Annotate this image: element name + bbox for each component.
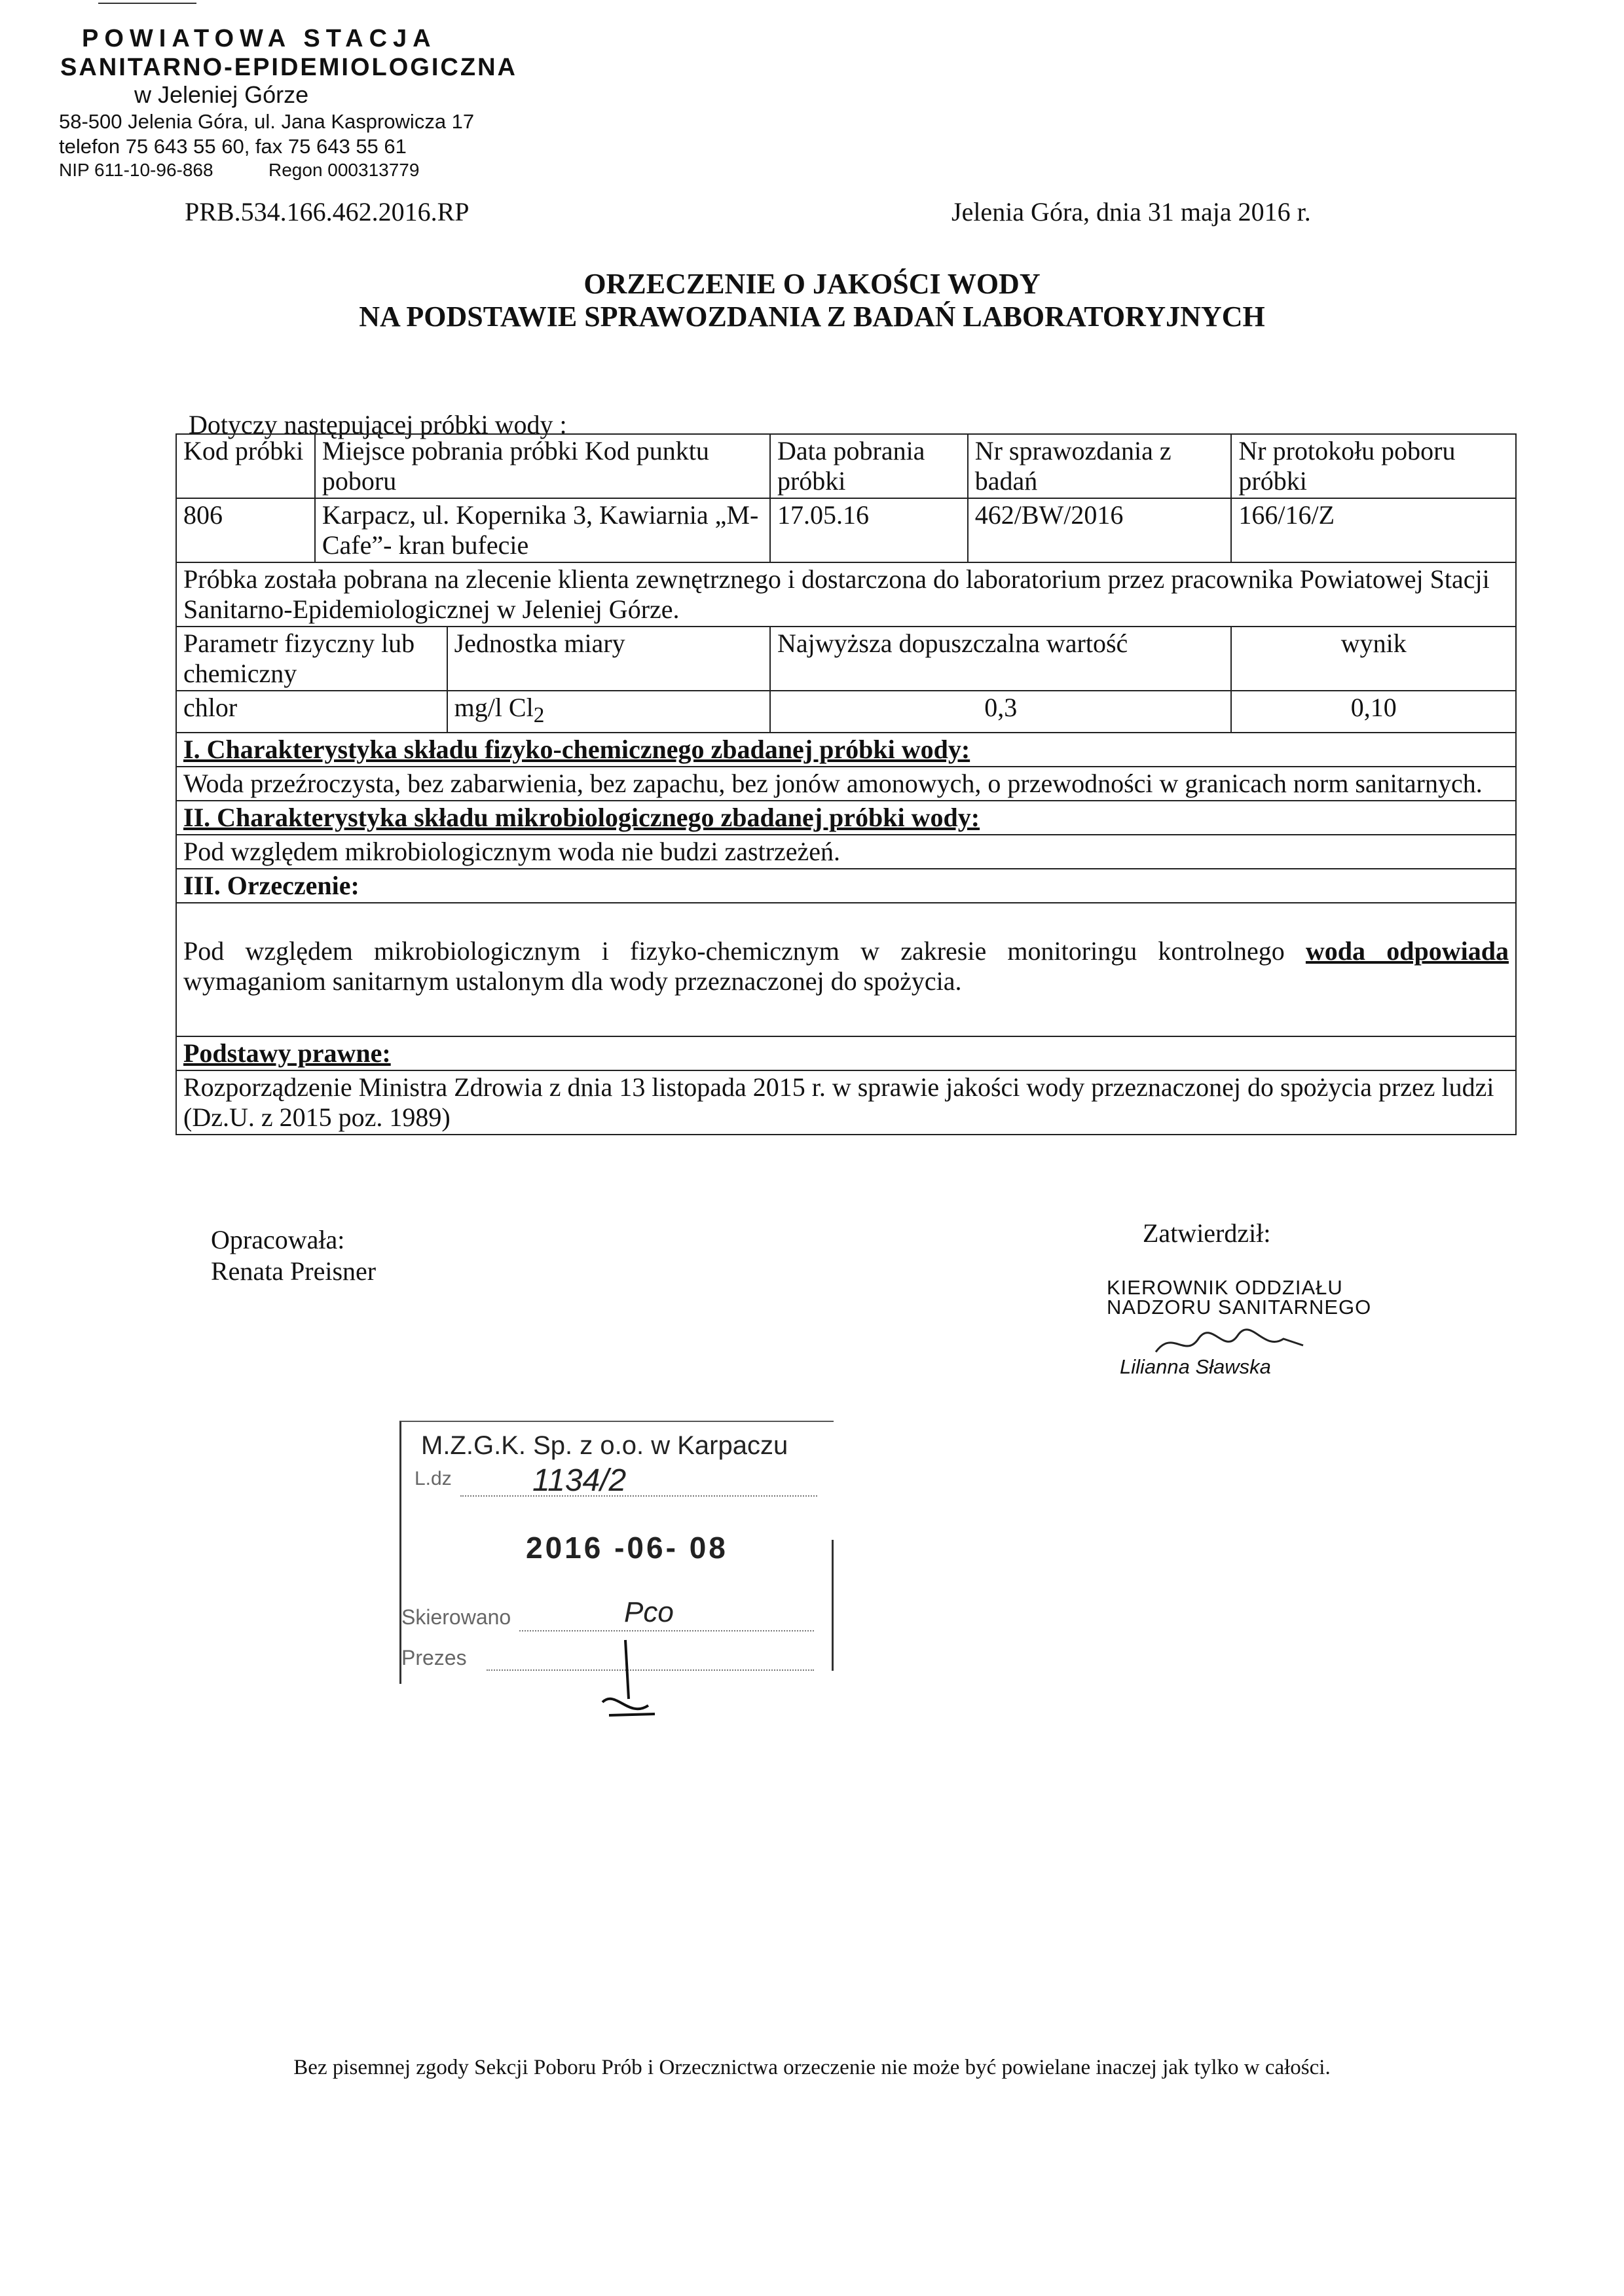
sample-location: Karpacz, ul. Kopernika 3, Kawiarnia „M-Cafe”- kran bufecie [315,498,770,562]
institution-address: 58-500 Jelenia Góra, ul. Jana Kasprowicza 17 [59,110,475,133]
protocol-number: 166/16/Z [1231,498,1516,562]
header-cell: Nr protokołu poboru próbki [1231,434,1516,498]
report-number: 462/BW/2016 [968,498,1232,562]
param-unit-text: mg/l Cl [454,693,534,722]
param-data-row [176,691,1516,733]
stamp-prezes-label: Prezes [401,1646,467,1669]
sample-date: 17.05.16 [770,498,968,562]
stamp-dotted-line [460,1495,817,1497]
stamp-skierowano-value: Pco [624,1596,674,1628]
legal-text: Rozporządzenie Ministra Zdrowia z dnia 13 listopada 2015 r. w sprawie jakości wody przeznaczonej do spożycia przez ludzi (Dz.U. z 2015 poz. 1989) [176,1070,1516,1135]
stamp-ldz-value: 1134/2 [532,1463,627,1498]
sample-data-row [176,498,1516,562]
approval-stamp-line2: NADZORU SANITARNEGO [1107,1296,1372,1319]
section2-text-row [176,835,1516,869]
section2-text: Pod względem mikrobiologicznym woda nie budzi zastrzeżeń. [176,835,1516,869]
stamp-company: M.Z.G.K. Sp. z o.o. w Karpaczu [421,1431,788,1460]
header-rule [98,3,196,4]
stamp-skierowano-label: Skierowano [401,1605,511,1629]
header-cell: Data pobrania próbki [770,434,968,498]
param-max-value: 0,3 [770,691,1231,733]
section1-heading-row [176,733,1516,767]
report-table [175,433,1517,1135]
param-header-cell: Najwyższa dopuszczalna wartość [770,627,1231,691]
document-subtitle: NA PODSTAWIE SPRAWOZDANIA Z BADAŃ LABORATORYJNYCH [359,301,1265,333]
verdict-emphasis: woda odpowiada [1305,936,1509,966]
approved-by-label: Zatwierdził: [1143,1218,1271,1248]
stamp-date: 2016 -06- 08 [526,1531,728,1565]
legal-heading: Podstawy prawne: [176,1036,1516,1070]
param-unit-subscript: 2 [533,703,545,727]
reference-number: PRB.534.166.462.2016.RP [185,197,470,227]
section1-text-row [176,767,1516,801]
sample-code: 806 [176,498,315,562]
stamp-dotted-line [519,1630,814,1631]
sample-note-row [176,562,1516,627]
param-header-cell: wynik [1231,627,1516,691]
param-unit [447,691,770,733]
document-title: ORZECZENIE O JAKOŚCI WODY [583,268,1041,300]
institution-name-line2: SANITARNO-EPIDEMIOLOGICZNA [60,54,517,81]
stamp-signature [589,1637,668,1722]
legal-heading-row [176,1036,1516,1070]
sample-intro: Dotyczy następującej próbki wody : [189,410,567,439]
header-cell: Nr sprawozdania z badań [968,434,1232,498]
sample-note: Próbka została pobrana na zlecenie klienta zewnętrznego i dostarczona do laboratorium przez pracownika Powiatowej Stacji Sanitarno-Epidemiologicznej w Jeleniej Górze. [176,562,1516,627]
approval-stamp-line1: KIEROWNIK ODDZIAŁU [1107,1276,1343,1299]
institution-phone: telefon 75 643 55 60, fax 75 643 55 61 [59,135,407,158]
header-cell: Kod próbki [176,434,315,498]
section3-heading-row [176,869,1516,903]
verdict-text-after: wymaganiom sanitarnym ustalonym dla wody przeznaczonej do spożycia. [183,966,962,996]
param-name: chlor [176,691,447,733]
section3-text [176,903,1516,1036]
institution-city: w Jeleniej Górze [134,81,309,108]
param-result: 0,10 [1231,691,1516,733]
institution-regon: Regon 000313779 [268,160,420,180]
section1-text: Woda przeźroczysta, bez zabarwienia, bez zapachu, bez jonów amonowych, o przewodności w granicach norm sanitarnych. [176,767,1516,801]
prepared-by-name: Renata Preisner [211,1256,377,1286]
param-header-cell: Parametr fizyczny lub chemiczny [176,627,447,691]
sample-header-row [176,434,1516,498]
verdict-text-before: Pod względem mikrobiologicznym i fizyko-chemicznym w zakresie monitoringu kontrolnego [183,936,1306,966]
section3-heading: III. Orzeczenie: [176,869,1516,903]
param-header-cell: Jednostka miary [447,627,770,691]
legal-text-row [176,1070,1516,1135]
header-cell: Miejsce pobrania próbki Kod punktu poboru [315,434,770,498]
approval-stamp [1107,1278,1371,1317]
section3-text-row [176,903,1516,1036]
stamp-border-right [832,1540,834,1671]
section1-heading: I. Charakterystyka składu fizyko-chemicznego zbadanej próbki wody: [176,733,1516,767]
section2-heading: II. Charakterystyka składu mikrobiologicznego zbadanej próbki wody: [176,801,1516,835]
stamp-ldz-label: L.dz [415,1468,452,1489]
section2-heading-row [176,801,1516,835]
institution-name-line1: POWIATOWA STACJA [82,25,437,52]
prepared-by-label: Opracowała: [211,1225,345,1254]
institution-nip: NIP 611-10-96-868 [59,160,213,180]
place-date: Jelenia Góra, dnia 31 maja 2016 r. [951,197,1311,227]
footer-disclaimer: Bez pisemnej zgody Sekcji Poboru Prób i Orzecznictwa orzeczenie nie może być powielane inaczej jak tylko w całości. [293,2056,1331,2079]
approver-name: Lilianna Sławska [1120,1355,1271,1378]
param-header-row [176,627,1516,691]
